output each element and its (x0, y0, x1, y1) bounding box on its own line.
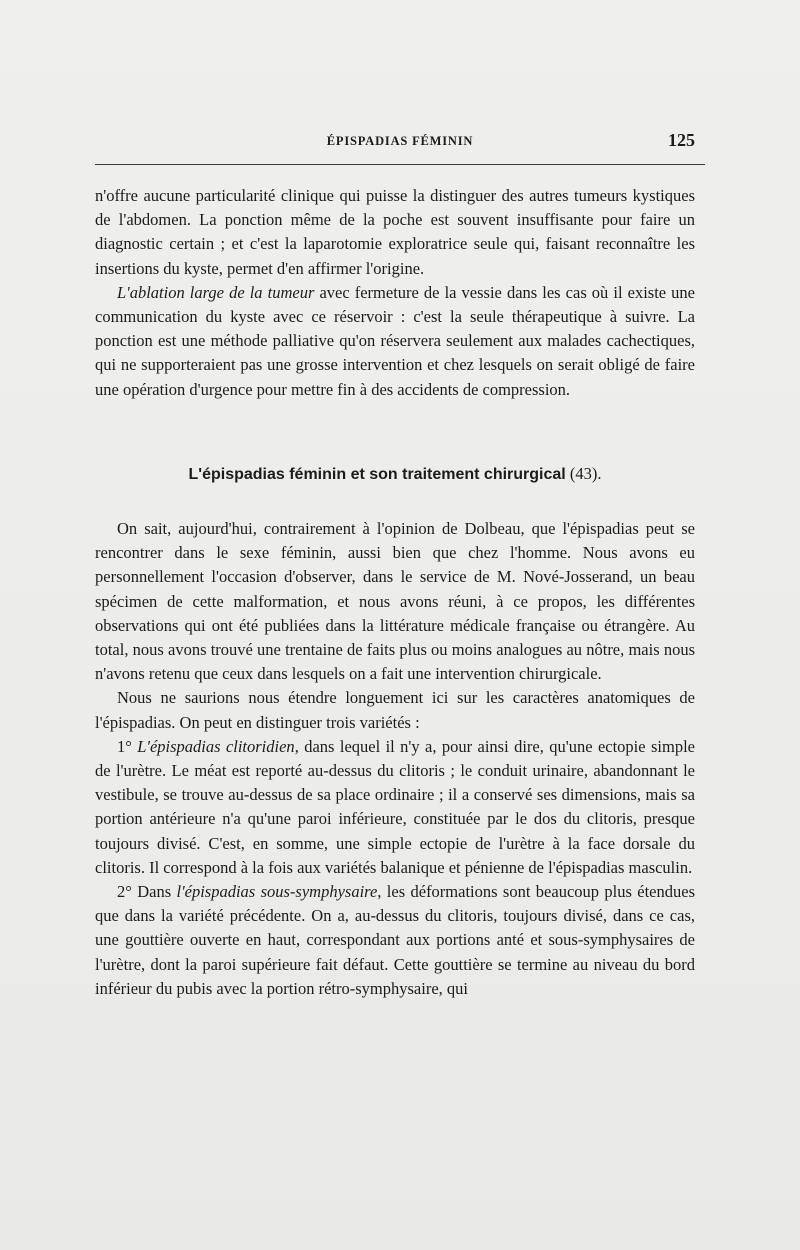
section-title (95, 462, 695, 487)
paragraph-intro: On sait, aujourd'hui, contrairement à l'opinion de Dolbeau, que l'épispadias peut se rencontrer dans le sexe féminin, aussi bien que chez l'homme. Nous avons eu personnellement l'occasion d'observer, dans le service de M. Nové-Josserand, un beau spécimen de cette malformation, et nous avons réuni, à ce propos, les différentes observations qui ont été publiées dans la littérature médicale française ou étrangère. Au total, nous avons trouvé une trentaine de faits plus ou moins analogues au nôtre, mais nous n'avons retenu que ceux dans lesquels on a fait une intervention chirurgicale. (95, 519, 695, 684)
page-header (95, 130, 705, 168)
paragraph-variety-1 (95, 735, 695, 880)
paragraph-varieties: Nous ne saurions nous étendre longuement ici sur les caractères anatomiques de l'épispadias. On peut en distinguer trois variétés : (95, 688, 695, 732)
section-reference: (43). (565, 463, 602, 483)
ablation-text: avec fermeture de la vessie dans les cas où il existe une communication du kyste avec ce réservoir : c'est la seule thérapeutique à suivre. La ponction est une méthode palliative qu'on réservera seulement aux malades cachectiques, qui ne supporteraient pas une grosse intervention et chez lesquels on serait obligé de faire une opération d'urgence pour mettre fin à des accidents de compression. (95, 282, 695, 399)
variety-1-emphasis: L'épispadias clitoridien (137, 736, 295, 756)
section-title-text: L'épispadias féminin et son traitement chirurgical (188, 465, 566, 483)
variety-2-emphasis: l'épispadias sous-symphysaire (176, 882, 378, 902)
variety-2-text: , les déformations sont beaucoup plus étendues que dans la variété précédente. On a, au-dessus du clitoris, toujours divisé, dans ce cas, une gouttière ouverte en haut, correspondant aux portions anté et sous-symphysaires de l'urètre, dont la paroi supérieure fait défaut. Cette gouttière se termine au niveau du bord inférieur du pubis avec la portion rétro-symphysaire, qui (95, 882, 695, 998)
paragraph-ablation (95, 281, 695, 402)
running-head: ÉPISPADIAS FÉMININ (326, 134, 474, 148)
variety-1-text: , dans lequel il n'y a, pour ainsi dire, qu'une ectopie simple de l'urètre. Le méat est reporté au-dessus du clitoris ; le conduit urinaire, abandonnant le vestibule, se trouve au-dessus de sa place ordinaire ; il a conservé ses dimensions, mais sa portion antérieure n'a qu'une paroi inférieure, constituée par le dos du clitoris, presque toujours divisé. C'est, en somme, une simple ectopie de l'urètre à la face dorsale du clitoris. Il correspond à la fois aux variétés balanique et pénienne de l'épispadias masculin. (95, 736, 695, 877)
ablation-emphasis: L'ablation large de la tumeur (117, 282, 315, 302)
paragraph-continued: n'offre aucune particularité clinique qui puisse la distinguer des autres tumeurs kystiques de l'abdomen. La ponction même de la poche est souvent insuffisante pour faire un diagnostic certain ; et c'est la laparotomie exploratrice seule qui, faisant reconnaître les insertions du kyste, permet d'en affirmer l'origine. (95, 186, 695, 278)
page-body (95, 184, 695, 1001)
variety-2-number: 2° Dans (117, 882, 177, 902)
variety-1-number: 1° (117, 736, 138, 756)
header-rule (95, 164, 705, 165)
page-number: 125 (668, 130, 695, 150)
paragraph-variety-2 (95, 880, 695, 1001)
